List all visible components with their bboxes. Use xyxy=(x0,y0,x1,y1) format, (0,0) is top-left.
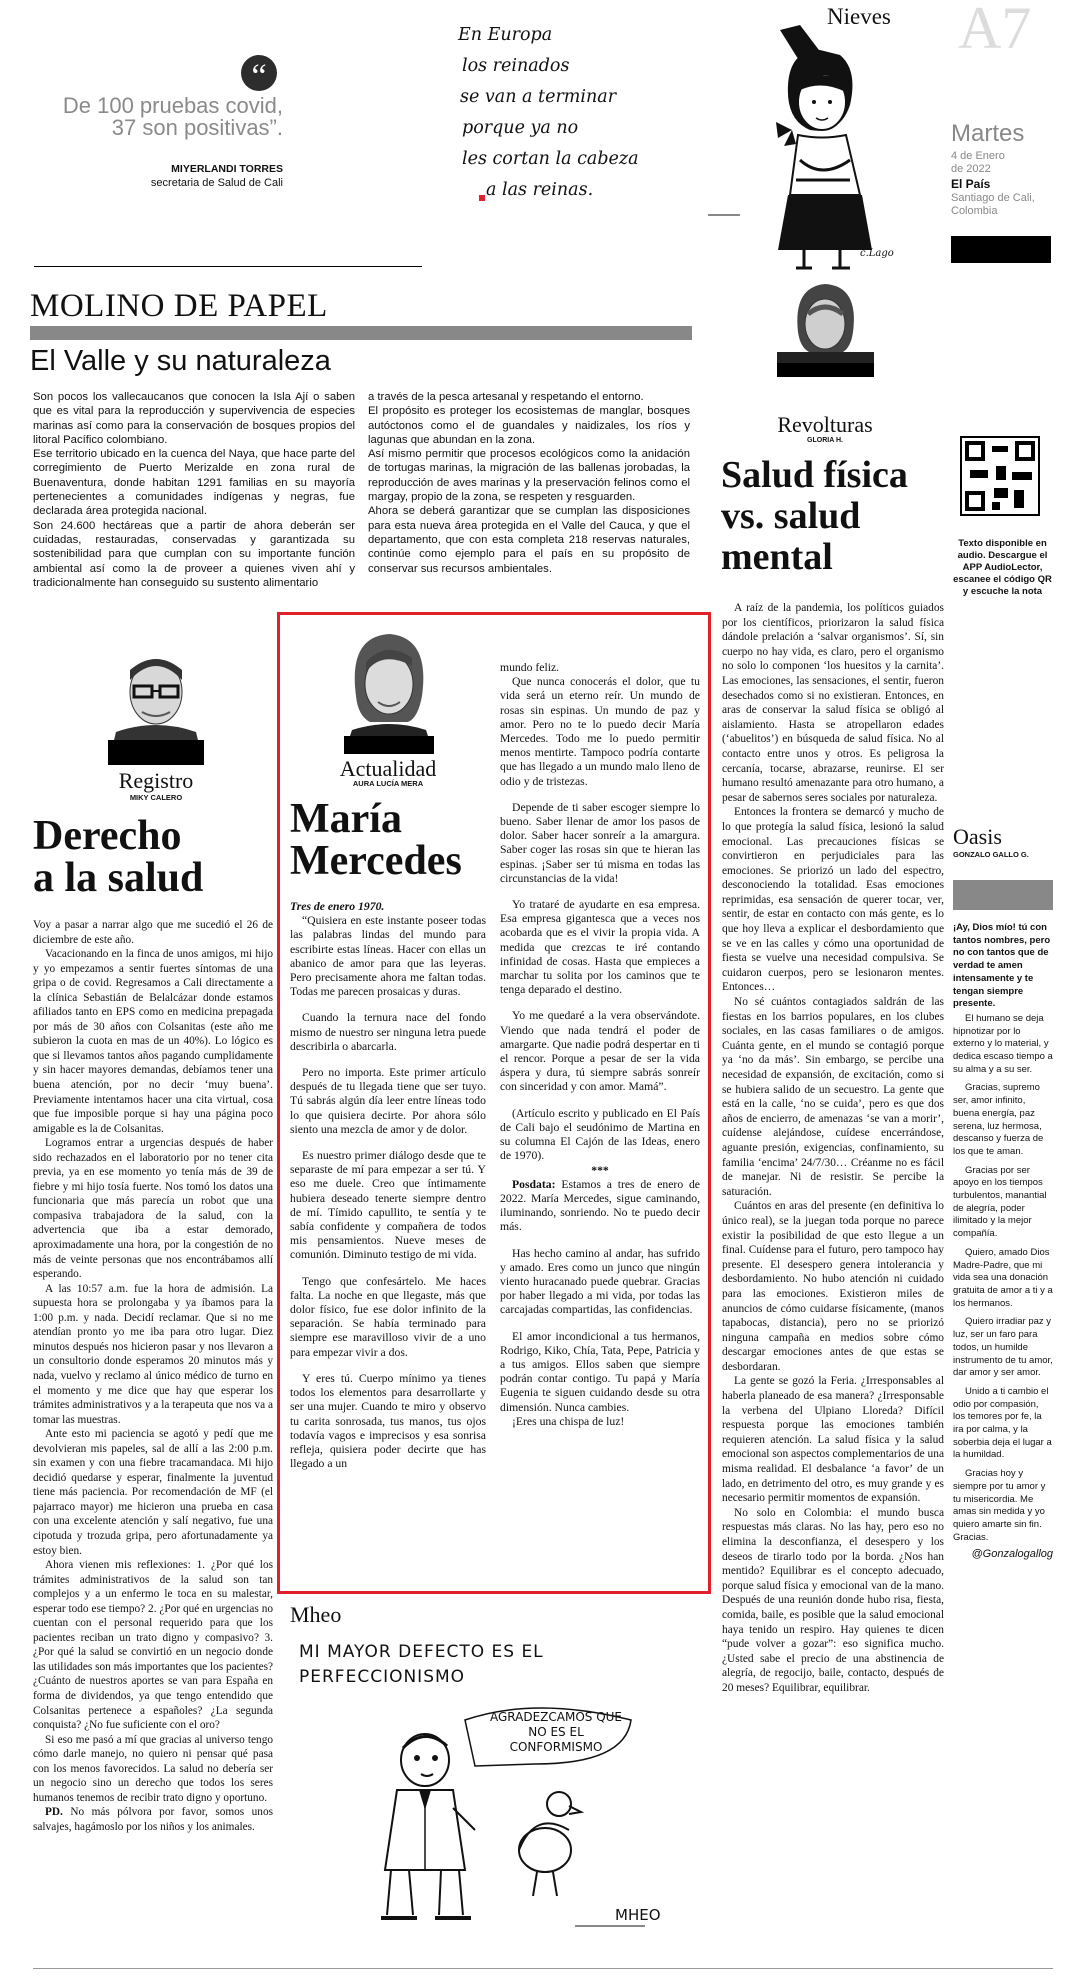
qr-text-1: Texto disponible en audio. Descargue el APP xyxy=(957,538,1048,573)
molino-paragraph: Son pocos los vallecaucanos que conocen la Isla Ají o saben que es vital para la reproducción y supervivencia de especies marinas así como para la conservación de bosques propios del litoral Pacífico colombiano. xyxy=(33,391,355,446)
actualidad-posdata-text: Estamos a tres de enero de 2022. María Mercedes, sigue caminando, iluminando, sonriendo. No te puedo decir más. xyxy=(500,1177,700,1234)
molino-grey-bar xyxy=(30,326,692,340)
qr-text-2: , escanee el código QR y escuche la nota xyxy=(953,562,1052,597)
mheo-cartoon xyxy=(285,1640,705,1940)
registro-pd-text: No más pólvora por favor, somos unos salvajes, hagámoslo por los niños y los animales. xyxy=(33,1806,273,1833)
registro-paragraph: Ante esto mi paciencia se agotó y pedí que me devolvieran mis papeles, sal de allí a las 2:00 p.m. sin examen y con una fiebre tracamandaca. Mi hijo decidió quedarse y esperar, finalmente la juventud tiene más paciencia. Por recomendación de MF (el pajarraco mayor) me hicieron una prueba en casa con una excelente atención y salí negativo, fue una cipotuda y trozuda gripa, pero afortunadamente ya estoy bien. xyxy=(33,1428,273,1557)
oasis-paragraph: El humano se deja hipnotizar por lo externo y lo material, y dedica escaso tiempo a su alma y a su ser. xyxy=(953,1012,1053,1075)
cartoon-line: se van a terminar xyxy=(460,87,617,107)
registro-pd xyxy=(33,1805,273,1834)
registro-headline: Derecho a la salud xyxy=(33,813,204,901)
actualidad-paragraph: “Quisiera en este instante poseer todas las palabras lindas del mundo para escribirte estas líneas. Hacer con ellas un abanico de amor para que las leyeras. Pero precisamente ahora me faltan todas. Todas me parecen prosaicas y duras. xyxy=(290,914,486,999)
mheo-label: Mheo xyxy=(290,1602,342,1627)
aura-photo xyxy=(334,626,442,754)
cartoon-line: les cortan la cabeza xyxy=(462,149,639,169)
oasis-column-name: Oasis xyxy=(953,824,1002,849)
qr-caption xyxy=(950,538,1055,598)
actualidad-paragraph: Yo me quedaré a la vera observándote. Viendo que nada tendrá el poder de amargarte. Que nadie podrá despertar en ti el rencor. Porque a pesar de ser la vida áspera y dura, tú siempre sabrás sonreír con sinceridad y con amor. Mamá”. xyxy=(500,1009,700,1094)
oasis-paragraph: Gracias hoy y siempre por tu amor y tu misericordia. Me amas sin medida y yo quiero amarte sin fin. Gracias. xyxy=(953,1468,1046,1543)
cartoon-line: En Europa xyxy=(458,25,553,45)
qr-code[interactable] xyxy=(960,436,1040,516)
actualidad-paragraph: Y eres tú. Cuerpo mínimo ya tienes todos los elementos para desarrollarte y ser una mujer. Cuando te miro y observo tu carita sonrosada, tus manos, tus ojos todavía vagos e imprecisos y esa sonrisa refleja, quisiera poder decirte que has llegado a un xyxy=(290,1371,486,1471)
actualidad-posdata-label: Posdata: xyxy=(512,1177,556,1191)
revolturas-column-name: Revolturas xyxy=(777,412,873,437)
molino-paragraph: El propósito es proteger los ecosistemas de manglar, bosques autóctonos como el de guandales y naidizales, los ríos y lagunas que abundan en la zona. xyxy=(368,405,690,446)
section-label: Nieves xyxy=(827,4,891,29)
actualidad-paragraph: Es nuestro primer diálogo desde que te separaste de mí para empezar a ser tú. Y eso me duele. Creo que íntimamente hubiera deseado tenerte siempre dentro de mí. Tímido capullito, te sentía y te sabía confidente y compañera de todos mis pensamientos. Nueve meses de comunión. Diminuto testigo de mi vida. xyxy=(290,1149,486,1262)
registro-column-name: Registro xyxy=(118,768,194,793)
city-label: Santiago de Cali, Colombia xyxy=(951,192,1035,217)
revolturas-paragraph: No solo en Colombia: el mundo busca respuestas más claras. No las hay, pero eso no elimina la desconfianza, el desespero y los deseos de tirarlo todo por la borda. ¿Nos han mentido? Equilibrar es el concepto adecuado, porque salud física y emocional van de la mano. Después de una reunión donde hubo risa, fiesta, comida, baile, es posible que la salud emocional haya tenido un respiro. Hay quienes te dicen “pude volver a gozar”: eso significa mucho. ¿Usted sabe el precio de una abstinencia de alegría, de regocijo, baile, contacto, después de 20 meses? Equilibrar, equilibrar. xyxy=(722,1506,944,1694)
actualidad-posdata xyxy=(500,1178,700,1235)
revolturas-paragraph: A raíz de la pandemia, los políticos guiados por los científicos, priorizaron la salud física dándole prelación a ‘salvar organismos’. Sí, sin cuerpo no hay vida, es claro, pero el organismo no solo lo componen ‘los huesitos y la carnita’. Las emociones, las sensaciones, el sentir, fueron desechados como si no existieran. Entonces, en aras de conservar la salud física se obligó al aislamiento. Hasta se atropellaron edades (‘abuelitos’) en búsqueda de salud física. No al contacto entre unos y otros. Es peligrosa la cercanía, tocarse, abrazarse, reunirse. El ser humano resultó amenazante para otro humano, a pesar de sabernos seres sociales por naturaleza. xyxy=(722,602,944,804)
oasis-body xyxy=(953,922,1053,1561)
oasis-paragraph: Unido a ti cambio el odio por compasión, los temores por fe, la ira por calma, y la soberbia deja el lugar a la humildad. xyxy=(953,1385,1052,1461)
mheo-drawing xyxy=(325,1700,655,1935)
quote-mark: “ xyxy=(251,58,267,95)
oasis-paragraph: Quiero irradiar paz y luz, ser un faro para todos, un humilde instrumento de tu amor, dar amor y ser amor. xyxy=(953,1316,1053,1379)
quote-author: MIYERLANDI TORRES xyxy=(171,163,283,175)
cartoon-line: los reinados xyxy=(462,56,570,76)
header-black-bar xyxy=(951,236,1051,263)
actualidad-paragraph: Depende de ti saber escoger siempre lo bueno. Saber llenar de amor los pasos de dolor. Saber hacer sonreír a la amargura. Saber coger las rosas sin que te hieran las espinas. ¡Saber ser tú misma en todas las circunstancias de la vida! xyxy=(500,800,700,885)
registro-paragraph: Vacacionando en la finca de unos amigos, mi hijo y yo empezamos a sentir fuertes síntomas de una gripa o de covid. Regresamos a Cali directamente a la clínica Sebastián de Belalcázar donde estamos afiliados tanto en EPS como en medicina prepagada por más de 30 años con Colsanitas (este año me subieron la cuota en mas de un 40%). Lo lógico es que si llevamos tantos años pagando cumplidamente y sin hacer mayores demandas, debíamos tener una buena atención, por no decir ‘muy buena’. Previamente intentamos hacer una cita virtual, cosa que fue imposible porque si hay una página poco amigable es la de Colsanitas. xyxy=(33,948,273,1135)
actualidad-col1 xyxy=(290,900,486,1471)
revolturas-paragraph: Entonces la frontera se demarcó y mucho de lo que protegía la salud física, lesionó la salud emocional. Las precauciones físicas se convirtieron en perjudiciales para las emociones. Se priorizó un lado del espectro, desconociendo la totalidad. Esas emociones reprimidas, esa sensación de querer tocar, ver, sentir, de estar en contacto con más gente, es lo que hoy lleva a explicar el desbordamiento que se ve en las calles y cómo una oportunidad de fiesta se vuelve una necesidad compulsiva. Se cuidaron cuerpos, pero se lesionaron mentes. Entonces… xyxy=(722,806,944,994)
registro-author: MIKY CALERO xyxy=(129,793,183,802)
revolturas-paragraph: Cuántos en aras del presente (en definitiva lo único real), se la juegan toda porque no parece existir la posibilidad de que esto llegue a un final. Cuídense para el futuro, pero tampoco hay presente. El desespero genera intolerancia y desbordamiento. No hubo atención ni cuidado para las emociones. Existieron miles de anuncios de cómo cuidarse físicamente, (manos tapabocas, distancia), pero no se priorizó ninguna campaña en medios sobre cómo descargar emociones antes de que estas se desbordaran. xyxy=(722,1200,944,1373)
oasis-paragraph: Quiero, amado Dios Madre-Padre, que mi vida sea una donación gratuita de amor a ti y a los hermanos. xyxy=(953,1246,1053,1309)
qr-app-name: AudioLector xyxy=(984,562,1040,573)
quote-role: secretaria de Salud de Cali xyxy=(150,177,283,189)
molino-col1 xyxy=(33,390,355,590)
cartoon-line: porque ya no xyxy=(462,118,579,138)
actualidad-paragraph: Que nunca conocerás el dolor, que tu vida será un eterno reír. Un mundo de rosas sin espinas. Un mundo de paz y amor. Pero no te lo puedo decir María Mercedes. Todo me lo puedo permitir menos mentirte. Tampoco podría contarte que has llegado a un mundo malo lleno de odio y de tristezas. xyxy=(500,675,700,788)
mheo-signature: MHEO xyxy=(615,1906,661,1924)
date-label: 4 de Enero de 2022 xyxy=(951,150,1005,175)
actualidad-paragraph: Cuando la ternura nace del fondo mismo de nuestro ser ninguna letra puede describirla o abarcarla. xyxy=(290,1011,486,1053)
registro-paragraph: Ahora vienen mis reflexiones: 1. ¿Por qué los trámites administrativos de la salud son tan complejos y a un enfermo le toca en su malestar, esperar todo ese tiempo? 2. ¿Por qué en urgencias no cuentan con el personal requerido para que los pacientes reciban un trato digno y compasivo? 3. ¿Por qué la salud se convirtió en un negocio donde las utilidades son más importantes que los pacientes? ¿Cuánto de nuestros aportes se van para España en forma de dividendos, ya que tengo entendido que Colsanitas pertenece a españoles? ¿La segunda conquista? ¿No fue suficiente con el oro? xyxy=(33,1559,274,1732)
mheo-caption: MI MAYOR DEFECTO ES EL PERFECCIONISMO xyxy=(299,1642,544,1687)
molino-paragraph: a través de la pesca artesanal y respetando el entorno. xyxy=(368,391,644,403)
actualidad-paragraph: mundo feliz. xyxy=(500,661,560,674)
registro-paragraph: A las 10:57 a.m. fue la hora de admisión. La supuesta hora se prolongaba y ya íbamos para la 1:00 p.m. y nada. Decidí reclamar. Que si no me atendían pronto yo me iba para otro lugar. Diez minutos después nos hicieron pasar y nos llevaron a un consultorio donde esperamos 20 minutos más y nada, vuelvo y reclamo al único médico de turno en el momento y me dice que hay que esperar los trámites administrativos y a la terapeuta que nos va a tomar las muestras. xyxy=(33,1282,273,1426)
bottom-rule xyxy=(33,1968,1053,1969)
mheo-speech-bubble: AGRADEZCAMOS QUE NO ES EL CONFORMISMO xyxy=(489,1710,623,1754)
registro-body xyxy=(33,918,273,1834)
actualidad-author: AURA LUCÍA MERA xyxy=(352,779,424,788)
registro-paragraph: Logramos entrar a urgencias después de haber sido rechazados en el laboratorio por no tener cita previa, ya en ese momento yo tenía más de 39 de fiebre y mi hijo tosía fuerte. Nos tomó los datos una funcionaria que más parecía un robot que una compasiva trabajadora de la salud, con la advertencia que iba a estar demorado, aproximadamente una hora, por la congestión de no más de veinte personas que nos encontrábamos allí esperando. xyxy=(33,1137,273,1281)
revolturas-headline: Salud física vs. salud mental xyxy=(721,454,908,578)
actualidad-column-name: Actualidad xyxy=(339,756,437,781)
miky-photo xyxy=(102,640,210,765)
molino-paragraph: Ese territorio ubicado en la cuenca del Naya, que hace parte del corregimiento de Puerto Merizalde en zona rural de Buenaventura, donde habitan 1291 familias en su mayoría pertenecientes a comunidades indígenas y negras, fue declarada área protegida nacional. xyxy=(33,448,355,518)
molino-headline: El Valle y su naturaleza xyxy=(30,345,331,377)
actualidad-paragraph: Pero no importa. Este primer artículo después de tu llegada tiene que ser tuyo. Tú sabrás algún día leer entre líneas todo lo que quisiera decirte. Por ahora sólo siento una mezcla de amor y de dolor. xyxy=(290,1066,486,1136)
actualidad-stars: *** xyxy=(591,1163,609,1177)
revolturas-paragraph: La gente se gozó la Feria. ¿Irresponsables al haberla planeado de esa manera? ¿Irresponsable la verbena del Ulpiano Lloreda? Difícil respuesta porque las emociones también requieren atención. La salud física y la salud emocional son aspectos complementarios de una misma realidad. El desbalance ‘a favor’ de un lado, en detrimento del otro, es muy grande y es necesario permitir momentos de expansión. xyxy=(722,1375,944,1505)
molino-paragraph: Así mismo permitir que procesos ecológicos como la anidación de tortugas marinas, la migración de las ballenas jorobadas, la reproducción de aves marinas y la preservación felinos como el margay, propio de la zona, se respeten y resguarden. xyxy=(368,448,690,504)
molino-paragraph: Ahora se deberá garantizar que se cumplan las disposiciones para esta nueva área protegida en el Valle del Cauca, y que el departamento, que con esta completa 218 reservas naturales, continúe como ejemplo para el país en su propósito de conservar sus recursos ambientales. xyxy=(368,505,690,575)
actualidad-col2 xyxy=(500,661,700,1429)
molino-col2 xyxy=(368,390,690,576)
registro-paragraph: Voy a pasar a narrar algo que me sucedió el 26 de diciembre de este año. xyxy=(33,919,273,946)
actualidad-paragraph: Has hecho camino al andar, has sufrido y amado. Eres como un junco que ningún viento huracanado puede quebrar. Gracias por haber llegado a mi vida, por todas las carcajadas compartidas, las confidencias. xyxy=(500,1246,700,1317)
page-number: A7 xyxy=(958,0,1032,61)
quote-text: De 100 pruebas covid, 37 son positivas”. xyxy=(62,93,283,140)
oasis-handle: @Gonzalogallog xyxy=(971,1548,1053,1561)
registro-pd-label: PD. xyxy=(45,1806,63,1819)
cartoon-signature: c.Lago xyxy=(860,248,894,259)
actualidad-paragraph: Tengo que confesártelo. Me haces falta. La noche en que llegaste, más que dolor físico, fue ese dolor infinito de la separación. Se había terminado para siempre ese maravilloso vivir de a uno para empezar vivir a dos. xyxy=(290,1274,486,1359)
quote-rule xyxy=(34,266,422,267)
revolturas-paragraph: No sé cuántos contagiados saldrán de las fiestas en los barrios populares, en los clubes sociales, en las casas familiares o de amigos. Cuánta gente, en el mundo se contagió porque ya ‘no da más’. Sin embargo, se percibe una necesidad de expansión, de excitación, como si se hubiera salido de un secuestro. La gente que está en la calle, ‘no se cuida’, pero es que dos años de encierro, de amenazas ‘se van a morir’, cuídense alejándose, cuídese encerrándose, aguante presión, exigencias, confinamiento, su familia ‘encima’ 24/7/30… Créanme no es fácil de manejar. Ni de resistir. Se percibe la saturación. xyxy=(722,996,944,1198)
actualidad-dateline: Tres de enero 1970. xyxy=(290,900,385,913)
oasis-paragraph: Gracias, supremo ser, amor infinito, buena energía, paz serena, luz hermosa, descanso y fuerza de los que te aman. xyxy=(953,1082,1044,1157)
registro-paragraph: Si eso me pasó a mí que gracias al universo tengo cómo darle manejo, no quiero ni pensar qué pasa con los menos favorecidos. La salud no debería ser un negocio sino un derecho que todos los seres humanos tenemos de recibir trato digno y oportuno. xyxy=(33,1733,273,1804)
paper-name: El País xyxy=(951,177,991,191)
cartoon-line: a las reinas. xyxy=(486,180,594,200)
red-dot xyxy=(479,195,485,201)
molino-paragraph: Son 24.600 hectáreas que a partir de ahora deberán ser cuidadas, restauradas, conservadas y garantizada su sostenibilidad para que cumplan con su importante función ambiental así como la de proveer a quienes viven ahí y tradicionalmente han conseguido su sustento alimentario xyxy=(33,519,355,589)
oasis-grey-bar xyxy=(953,880,1053,910)
oasis-author: GONZALO GALLO G. xyxy=(953,850,1029,859)
gloria-photo xyxy=(773,272,878,377)
oasis-paragraph: Gracias por ser apoyo en los tiempos turbulentos, manantial de alegría, poder ilimitado y la mejor compañía. xyxy=(953,1164,1047,1240)
day-label: Martes xyxy=(951,120,1025,147)
revolturas-body xyxy=(722,601,944,1696)
actualidad-paragraph: El amor incondicional a tus hermanos, Rodrigo, Kiko, Chía, Tata, Pepe, Patricia y a tus amigos. Ellos saben que siempre podrán contar contigo. Tu papá y María Eugenia te siguen cuidando desde su otra dimensión. Nunca cambies. xyxy=(500,1329,700,1414)
actualidad-paragraph: Yo trataré de ayudarte en esa empresa. Esa empresa gigantesca que a veces nos acobarda que es el vivir la propia vida. A medida que crezcas te iré contando infinidad de cosas. Hasta que empieces a marchar tu solita por los caminos que te tenga deparado el destino. xyxy=(500,898,700,997)
revolturas-author: GLORIA H. xyxy=(807,437,843,444)
quote-mark-circle xyxy=(241,55,277,95)
nieves-girl-drawing xyxy=(700,10,900,272)
oasis-lead: ¡Ay, Dios mío! tú con tantos nombres, pero no con tantos que de verdad te amen intensamente y te tengan siempre presente. xyxy=(953,922,1051,1010)
nieves-cartoon xyxy=(430,10,950,275)
actualidad-paragraph: ¡Eres una chispa de luz! xyxy=(512,1414,625,1428)
actualidad-paragraph: (Artículo escrito y publicado en El País de Cali bajo el seudónimo de Martina en su columna El Cajón de las Ideas, enero de 1970). xyxy=(500,1106,700,1163)
molino-section-title: MOLINO DE PAPEL xyxy=(30,288,328,324)
actualidad-headline: María Mercedes xyxy=(290,796,462,884)
